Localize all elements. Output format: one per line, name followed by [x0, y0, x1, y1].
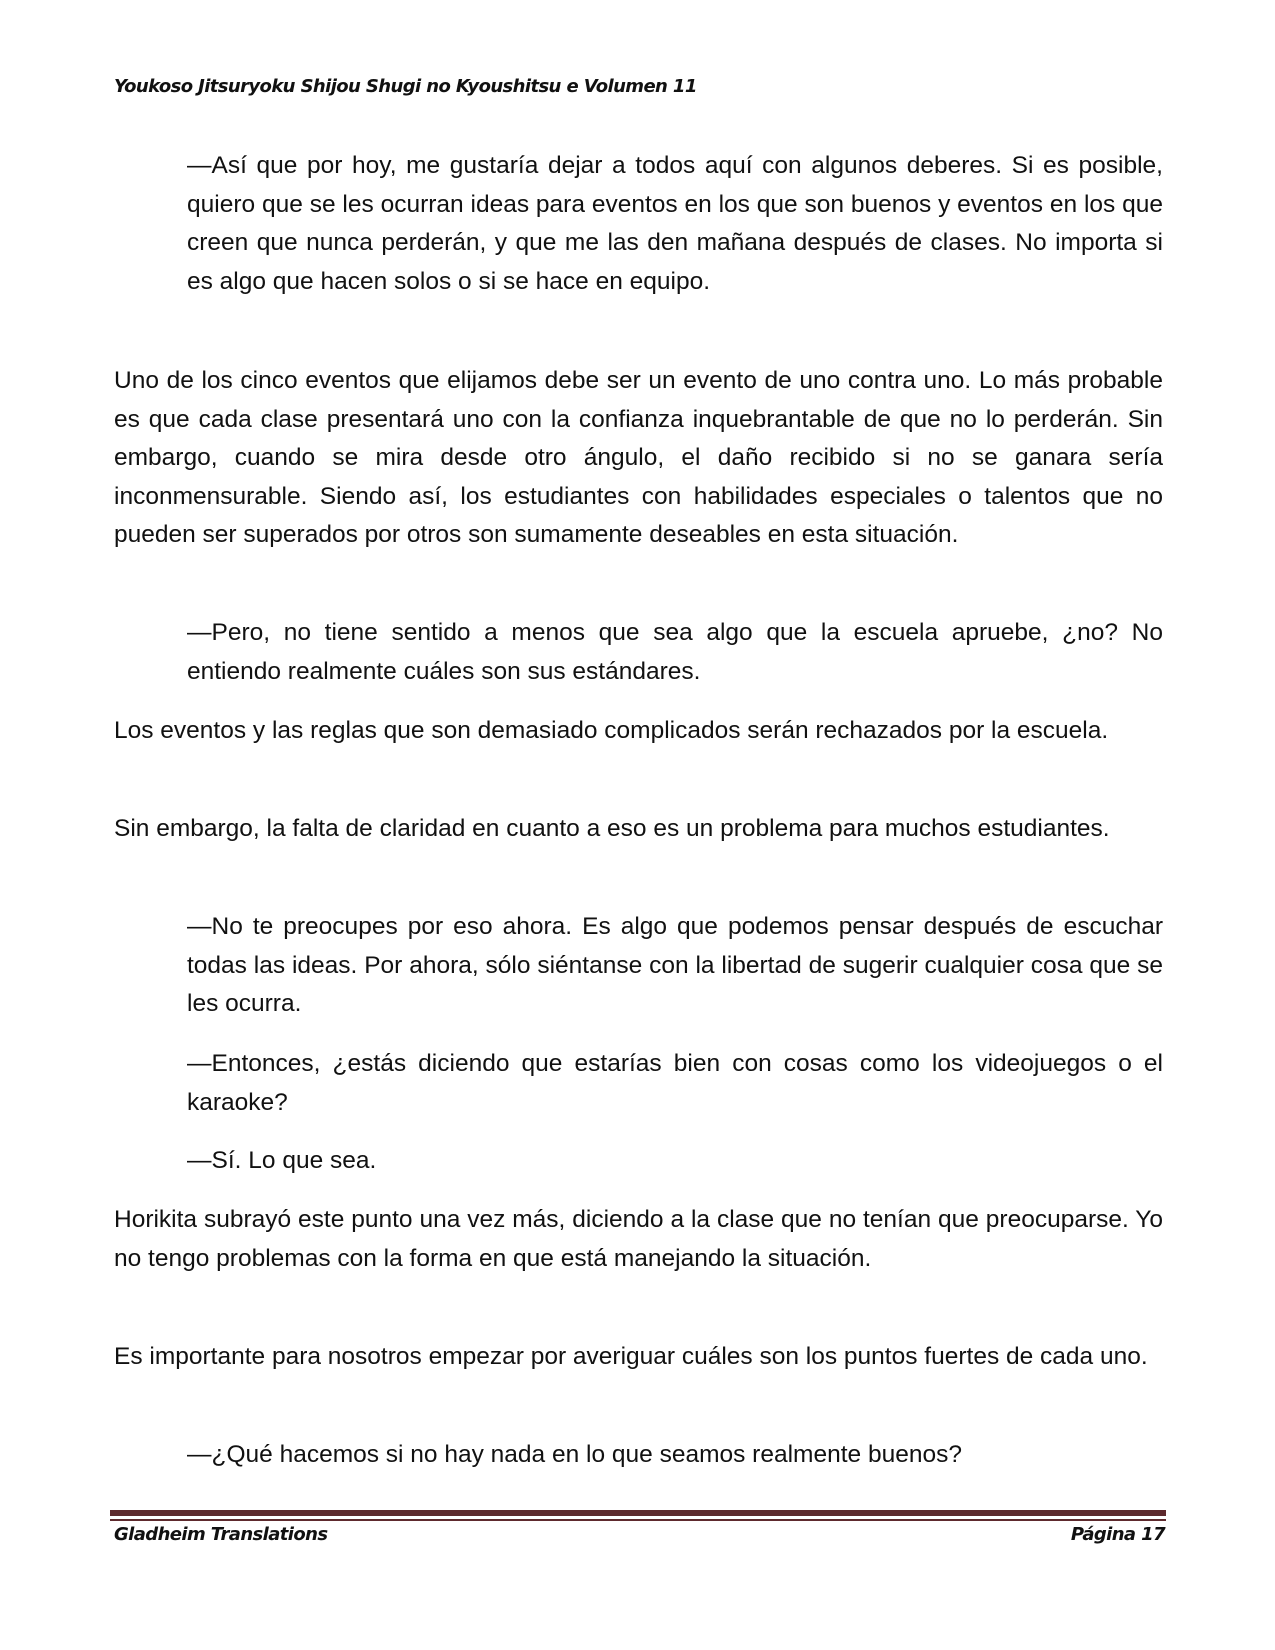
- page-number: Página 17: [1070, 1524, 1165, 1545]
- paragraph: Sin embargo, la falta de claridad en cuanto a eso es un problema para muchos estudiantes.: [114, 815, 1110, 842]
- paragraph-dialogue: —No te preocupes por eso ahora. Es algo que podemos pensar después de escuchar todas las ideas. Por ahora, sólo siéntanse con la libertad de sugerir cualquier cosa que se les ocurra.: [187, 913, 1163, 1017]
- paragraph-dialogue: —¿Qué hacemos si no hay nada en lo que seamos realmente buenos?: [187, 1441, 962, 1468]
- footer-rule-thick: [110, 1510, 1166, 1516]
- paragraph-dialogue: —Sí. Lo que sea.: [187, 1147, 377, 1174]
- paragraph-dialogue: —Pero, no tiene sentido a menos que sea algo que la escuela apruebe, ¿no? No entiendo realmente cuáles son sus estándares.: [187, 619, 1163, 685]
- footer-rule-thin: [110, 1519, 1166, 1521]
- paragraph-dialogue: —Así que por hoy, me gustaría dejar a todos aquí con algunos deberes. Si es posible, quiero que se les ocurran ideas para eventos en los que son buenos y eventos en los que creen que nunca perderán, y que me las den mañana después de clases. No importa si es algo que hacen solos o si se hace en equipo.: [187, 152, 1163, 295]
- paragraph: Los eventos y las reglas que son demasiado complicados serán rechazados por la escuela.: [114, 717, 1109, 744]
- paragraph: Uno de los cinco eventos que elijamos debe ser un evento de uno contra uno. Lo más probable es que cada clase presentará uno con la confianza inquebrantable de que no lo perderán. Sin embargo, cuando se mira desde otro ángulo, el daño recibido si no se ganara sería inconmensurable. Siendo así, los estudiantes con habilidades especiales o talentos que no pueden ser superados por otros son sumamente deseables en esta situación.: [114, 367, 1163, 548]
- footer-credit: Gladheim Translations: [114, 1524, 328, 1545]
- paragraph: Es importante para nosotros empezar por averiguar cuáles son los puntos fuertes de cada uno.: [114, 1343, 1148, 1370]
- paragraph: Horikita subrayó este punto una vez más, diciendo a la clase que no tenían que preocuparse. Yo no tengo problemas con la forma en que está manejando la situación.: [114, 1206, 1163, 1272]
- running-header: Youkoso Jitsuryoku Shijou Shugi no Kyoushitsu e Volumen 11: [114, 76, 697, 97]
- paragraph-dialogue: —Entonces, ¿estás diciendo que estarías bien con cosas como los videojuegos o el karaoke?: [187, 1050, 1163, 1116]
